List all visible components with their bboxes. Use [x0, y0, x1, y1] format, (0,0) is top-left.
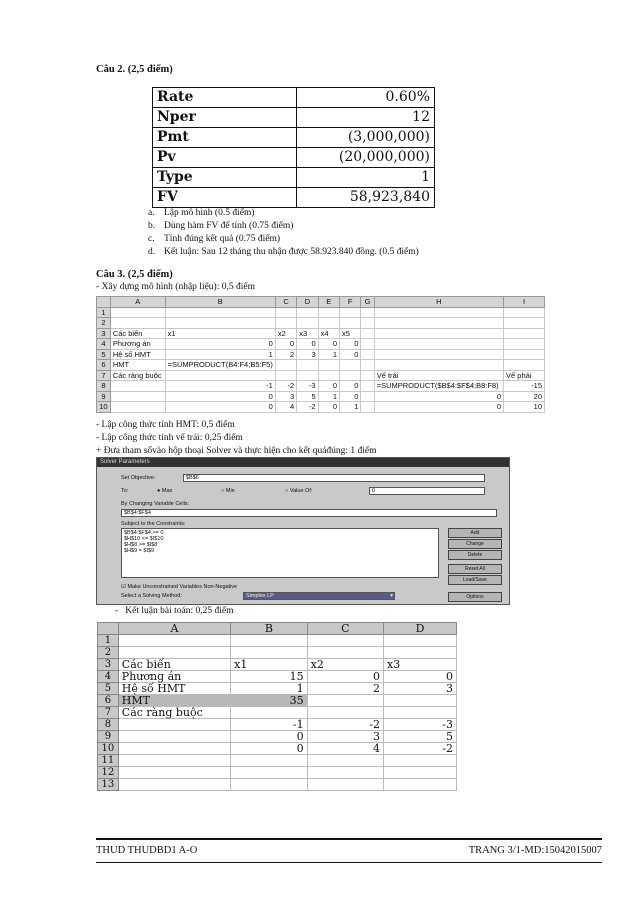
sheet-cell[interactable]: -2: [383, 743, 456, 755]
param-value: (20,000,000): [297, 148, 435, 168]
sheet-cell[interactable]: [118, 743, 230, 755]
row-number[interactable]: 4: [97, 339, 111, 350]
sheet-cell[interactable]: [361, 360, 374, 371]
param-label: Pmt: [153, 128, 297, 148]
sheet-cell[interactable]: [361, 381, 374, 392]
param-row: [153, 88, 435, 108]
sheet-cell[interactable]: [231, 755, 307, 767]
sheet-cell[interactable]: 0: [307, 671, 383, 683]
changing-cells-label: By Changing Variable Cells:: [121, 501, 190, 507]
sheet-cell[interactable]: 0: [231, 731, 307, 743]
column-header[interactable]: A: [118, 623, 230, 635]
column-header[interactable]: I: [504, 297, 545, 308]
solving-method-select[interactable]: Simplex LP ▾: [243, 592, 395, 600]
param-value: 0.60%: [297, 88, 435, 108]
column-header[interactable]: [98, 623, 119, 635]
sheet-row: [98, 647, 457, 659]
sheet-cell[interactable]: [340, 318, 361, 329]
sheet-row: [97, 339, 545, 350]
objective-field[interactable]: $B$6: [183, 474, 485, 482]
row-number[interactable]: 5: [97, 349, 111, 360]
sheet-cell[interactable]: x5: [340, 328, 361, 339]
row-number[interactable]: 9: [98, 731, 119, 743]
row-number[interactable]: 5: [98, 683, 119, 695]
sheet-cell[interactable]: 1: [318, 391, 339, 402]
footer-right: TRANG 3/1-MD:15042015007: [468, 845, 602, 856]
sheet-cell[interactable]: [340, 370, 361, 381]
financial-parameters-table: [152, 87, 435, 208]
footer-rule-top: [96, 838, 602, 840]
criteria-item: d. Kết luận: Sau 12 tháng thu nhận được 58.923.840 đồng. (0.5 điểm): [148, 247, 419, 257]
param-value: (3,000,000): [297, 128, 435, 148]
sheet-cell[interactable]: Hệ số HMT: [118, 683, 230, 695]
instruction-hmt: - Lập công thức tính HMT: 0,5 điểm: [96, 420, 235, 430]
spreadsheet-result: [97, 622, 457, 791]
sheet-cell[interactable]: [361, 370, 374, 381]
sheet-cell[interactable]: [110, 307, 165, 318]
sheet-cell[interactable]: 0: [340, 339, 361, 350]
sheet-cell[interactable]: [504, 349, 545, 360]
sheet-cell[interactable]: -3: [383, 719, 456, 731]
sheet-cell[interactable]: Các biến: [110, 328, 165, 339]
criteria-item: c. Tính đúng kết quả (0.75 điểm): [148, 234, 281, 244]
sheet-row: [98, 779, 457, 791]
sheet-row: [98, 671, 457, 683]
sheet-cell[interactable]: [374, 307, 503, 318]
column-header[interactable]: D: [383, 623, 456, 635]
sheet-cell[interactable]: x2: [275, 328, 296, 339]
param-value: 58,923,840: [297, 188, 435, 208]
sheet-row: [97, 402, 545, 413]
sheet-cell[interactable]: [361, 307, 374, 318]
row-number[interactable]: 4: [98, 671, 119, 683]
sheet-cell[interactable]: =SUMPRODUCT(B4:F4;B5:F5): [165, 360, 275, 371]
sheet-cell[interactable]: 5: [297, 391, 318, 402]
sheet-cell[interactable]: 3: [297, 349, 318, 360]
row-number[interactable]: 7: [98, 707, 119, 719]
row-number[interactable]: 8: [97, 381, 111, 392]
sheet-cell[interactable]: 0: [340, 381, 361, 392]
column-header[interactable]: [97, 297, 111, 308]
sheet-cell[interactable]: [275, 370, 296, 381]
sheet-cell[interactable]: [231, 707, 307, 719]
instruction-model: - Xây dựng mô hình (nhập liệu): 0,5 điểm: [96, 282, 255, 292]
solver-parameters-dialog: [96, 457, 510, 605]
sheet-cell[interactable]: [361, 402, 374, 413]
sheet-cell[interactable]: [361, 318, 374, 329]
sheet-cell[interactable]: [118, 731, 230, 743]
sheet-cell[interactable]: 1: [165, 349, 275, 360]
row-number[interactable]: 1: [97, 307, 111, 318]
sheet-cell[interactable]: [165, 318, 275, 329]
sheet-cell[interactable]: [118, 779, 230, 791]
row-number[interactable]: 10: [97, 402, 111, 413]
sheet-cell[interactable]: [383, 767, 456, 779]
sheet-cell[interactable]: [504, 339, 545, 350]
sheet-cell[interactable]: 3: [307, 731, 383, 743]
sheet-cell[interactable]: Các biến: [118, 659, 230, 671]
sheet-cell[interactable]: [297, 318, 318, 329]
sheet-cell[interactable]: 0: [340, 391, 361, 402]
sheet-cell[interactable]: 0: [165, 391, 275, 402]
instruction-solver: + Đưa tham sốvào hộp thoại Solver và thực hiện cho kết quảđúng: 1 điểm: [96, 446, 377, 456]
row-number[interactable]: 6: [97, 360, 111, 371]
chevron-down-icon: ▾: [390, 593, 393, 599]
row-number[interactable]: 9: [97, 391, 111, 402]
param-label: Type: [153, 168, 297, 188]
question-2-title: Câu 2. (2,5 điểm): [96, 64, 173, 75]
sheet-cell[interactable]: x3: [383, 659, 456, 671]
sheet-cell[interactable]: HMT: [110, 360, 165, 371]
add-button[interactable]: Add: [448, 528, 502, 538]
row-number[interactable]: 8: [98, 719, 119, 731]
sheet-cell[interactable]: [318, 318, 339, 329]
sheet-cell[interactable]: 4: [307, 743, 383, 755]
row-number[interactable]: 13: [98, 779, 119, 791]
sheet-cell[interactable]: [297, 307, 318, 318]
load-save-button[interactable]: Load/Save: [448, 575, 502, 585]
sheet-cell[interactable]: [361, 339, 374, 350]
sheet-cell[interactable]: [374, 339, 503, 350]
grading-criteria-list: [148, 207, 419, 259]
sheet-cell[interactable]: -2: [275, 381, 296, 392]
param-value: 12: [297, 108, 435, 128]
sheet-cell[interactable]: [165, 370, 275, 381]
row-number[interactable]: 3: [98, 659, 119, 671]
sheet-cell[interactable]: [118, 635, 230, 647]
sheet-cell[interactable]: [275, 318, 296, 329]
sheet-row: [98, 659, 457, 671]
sheet-cell[interactable]: [231, 635, 307, 647]
sheet-cell[interactable]: [118, 755, 230, 767]
sheet-row: [97, 307, 545, 318]
sheet-cell[interactable]: HMT: [118, 695, 230, 707]
value-of-field[interactable]: 0: [369, 487, 485, 495]
non-negative-checkbox[interactable]: ☑ Make Unconstrained Variables Non-Negative: [121, 584, 238, 590]
sheet-row: [97, 328, 545, 339]
sheet-cell[interactable]: 2: [275, 349, 296, 360]
row-number[interactable]: 3: [97, 328, 111, 339]
sheet-cell[interactable]: [504, 360, 545, 371]
param-label: Pv: [153, 148, 297, 168]
sheet-cell[interactable]: [307, 767, 383, 779]
criteria-item: a. Lập mô hình (0.5 điểm): [148, 208, 255, 218]
sheet-cell[interactable]: [110, 402, 165, 413]
sheet-row: [98, 743, 457, 755]
change-button[interactable]: Change: [448, 539, 502, 549]
radio-max[interactable]: ● Max: [157, 488, 173, 494]
sheet-cell[interactable]: Hệ số HMT: [110, 349, 165, 360]
column-header[interactable]: H: [374, 297, 503, 308]
sheet-cell[interactable]: 1: [340, 402, 361, 413]
sheet-row: [98, 731, 457, 743]
param-value: 1: [297, 168, 435, 188]
footer-left: THUD THUDBD1 A-O: [96, 845, 198, 856]
sheet-cell[interactable]: 0: [374, 391, 503, 402]
column-header[interactable]: B: [165, 297, 275, 308]
sheet-cell[interactable]: -2: [297, 402, 318, 413]
sheet-cell[interactable]: [504, 328, 545, 339]
sheet-cell[interactable]: 10: [504, 402, 545, 413]
spreadsheet-input-model: [96, 296, 545, 413]
sheet-cell[interactable]: 5: [383, 731, 456, 743]
sheet-cell[interactable]: [318, 370, 339, 381]
row-number[interactable]: 10: [98, 743, 119, 755]
sheet-cell[interactable]: -1: [165, 381, 275, 392]
set-objective-label: Set Objective:: [121, 475, 156, 481]
sheet-cell[interactable]: [231, 779, 307, 791]
sheet-cell[interactable]: [374, 360, 503, 371]
changing-cells-field[interactable]: $B$4:$F$4: [121, 509, 497, 517]
sheet-cell[interactable]: -1: [231, 719, 307, 731]
sheet-row: [98, 755, 457, 767]
sheet-cell[interactable]: [297, 360, 318, 371]
sheet-cell[interactable]: -3: [297, 381, 318, 392]
sheet-cell[interactable]: [110, 381, 165, 392]
sheet-cell[interactable]: 0: [231, 743, 307, 755]
sheet-cell[interactable]: 4: [275, 402, 296, 413]
sheet-cell[interactable]: [118, 719, 230, 731]
sheet-cell[interactable]: 0: [318, 381, 339, 392]
sheet-cell[interactable]: 0: [340, 349, 361, 360]
row-number[interactable]: 1: [98, 635, 119, 647]
sheet-cell[interactable]: -2: [307, 719, 383, 731]
constraint-item[interactable]: $B$4:$F$4 >= 0: [124, 530, 164, 536]
sheet-cell[interactable]: [231, 767, 307, 779]
sheet-cell[interactable]: [165, 307, 275, 318]
param-label: FV: [153, 188, 297, 208]
options-button[interactable]: Options: [448, 592, 502, 602]
sheet-row: [98, 767, 457, 779]
sheet-cell[interactable]: 20: [504, 391, 545, 402]
column-header[interactable]: F: [340, 297, 361, 308]
sheet-cell[interactable]: [318, 307, 339, 318]
sheet-cell[interactable]: [361, 349, 374, 360]
column-header[interactable]: B: [231, 623, 307, 635]
sheet-cell[interactable]: [110, 318, 165, 329]
dialog-title-bar: Solver Parameters: [97, 458, 509, 467]
sheet-cell[interactable]: x1: [165, 328, 275, 339]
sheet-cell[interactable]: 3: [383, 683, 456, 695]
sheet-row: [98, 695, 457, 707]
sheet-cell[interactable]: [307, 635, 383, 647]
constraints-label: Subject to the Constraints:: [121, 521, 186, 527]
sheet-cell[interactable]: [504, 318, 545, 329]
delete-button[interactable]: Delete: [448, 550, 502, 560]
constraint-item[interactable]: $H$8 >= $I$8: [124, 542, 158, 548]
sheet-cell[interactable]: =SUMPRODUCT($B$4:$F$4;B8:F8): [374, 381, 503, 392]
row-number[interactable]: 2: [97, 318, 111, 329]
sheet-cell[interactable]: [374, 328, 503, 339]
sheet-cell[interactable]: 0: [318, 339, 339, 350]
sheet-cell[interactable]: [340, 360, 361, 371]
param-row: [153, 188, 435, 208]
sheet-cell[interactable]: [110, 391, 165, 402]
sheet-cell[interactable]: Vế trái: [374, 370, 503, 381]
sheet-cell[interactable]: Phương án: [110, 339, 165, 350]
row-number[interactable]: 12: [98, 767, 119, 779]
sheet-cell[interactable]: [383, 647, 456, 659]
sheet-cell[interactable]: 2: [307, 683, 383, 695]
column-header[interactable]: A: [110, 297, 165, 308]
sheet-row: [98, 635, 457, 647]
sheet-cell[interactable]: [275, 360, 296, 371]
sheet-cell[interactable]: x2: [307, 659, 383, 671]
sheet-cell[interactable]: [374, 318, 503, 329]
sheet-cell[interactable]: [275, 307, 296, 318]
sheet-cell[interactable]: [504, 307, 545, 318]
column-header-row: [97, 297, 545, 308]
column-header[interactable]: E: [318, 297, 339, 308]
sheet-cell[interactable]: -15: [504, 381, 545, 392]
param-row: [153, 168, 435, 188]
sheet-cell[interactable]: [318, 360, 339, 371]
sheet-cell[interactable]: [383, 635, 456, 647]
param-row: [153, 148, 435, 168]
solving-method-label: Select a Solving Method:: [121, 593, 182, 599]
sheet-row: [97, 370, 545, 381]
sheet-row: [98, 707, 457, 719]
sheet-cell[interactable]: 0: [165, 339, 275, 350]
sheet-cell[interactable]: x1: [231, 659, 307, 671]
to-label: To:: [121, 488, 129, 494]
sheet-cell[interactable]: [297, 370, 318, 381]
sheet-cell[interactable]: [361, 328, 374, 339]
param-label: Rate: [153, 88, 297, 108]
sheet-cell[interactable]: [374, 349, 503, 360]
sheet-cell[interactable]: x3: [297, 328, 318, 339]
criteria-item: b. Dùng hàm FV để tính (0.75 điểm): [148, 221, 294, 231]
sheet-cell[interactable]: 0: [318, 402, 339, 413]
param-label: Nper: [153, 108, 297, 128]
row-number[interactable]: 11: [98, 755, 119, 767]
footer-rule-bottom: [96, 862, 602, 863]
radio-min[interactable]: ○ Min: [221, 488, 235, 494]
sheet-cell[interactable]: [383, 695, 456, 707]
sheet-cell[interactable]: Các ràng buộc: [118, 707, 230, 719]
conclusion-instruction: - Kết luận bài toán: 0,25 điểm: [115, 606, 234, 616]
radio-value-of[interactable]: ○ Value Of:: [285, 488, 313, 494]
column-header[interactable]: G: [361, 297, 374, 308]
column-header[interactable]: C: [275, 297, 296, 308]
footer: [96, 845, 602, 856]
sheet-cell[interactable]: 0: [383, 671, 456, 683]
constraints-list[interactable]: [121, 528, 439, 578]
constraint-item[interactable]: $H$9 = $I$9: [124, 548, 155, 554]
row-number[interactable]: 7: [97, 370, 111, 381]
sheet-cell[interactable]: [361, 391, 374, 402]
sheet-cell[interactable]: [340, 307, 361, 318]
sheet-row: [97, 349, 545, 360]
sheet-cell[interactable]: 3: [275, 391, 296, 402]
sheet-cell[interactable]: [118, 647, 230, 659]
sheet-cell[interactable]: [307, 779, 383, 791]
reset-all-button[interactable]: Reset All: [448, 564, 502, 574]
sheet-cell[interactable]: 0: [297, 339, 318, 350]
sheet-cell[interactable]: 0: [165, 402, 275, 413]
question-3-title: Câu 3. (2,5 điểm): [96, 269, 173, 280]
column-header[interactable]: D: [297, 297, 318, 308]
sheet-cell[interactable]: 0: [374, 402, 503, 413]
row-number[interactable]: 6: [98, 695, 119, 707]
column-header-row: [98, 623, 457, 635]
sheet-cell[interactable]: 35: [231, 695, 307, 707]
constraint-item[interactable]: $H$10 <= $I$10: [124, 536, 164, 542]
param-row: [153, 128, 435, 148]
sheet-cell[interactable]: [231, 647, 307, 659]
sheet-cell[interactable]: [307, 695, 383, 707]
instruction-left-side: - Lập công thức tính vế trái: 0,25 điểm: [96, 433, 243, 443]
column-header[interactable]: C: [307, 623, 383, 635]
sheet-row: [97, 381, 545, 392]
sheet-cell[interactable]: [307, 647, 383, 659]
sheet-row: [98, 719, 457, 731]
sheet-cell[interactable]: Vế phải: [504, 370, 545, 381]
sheet-cell[interactable]: [383, 707, 456, 719]
sheet-cell[interactable]: [383, 755, 456, 767]
sheet-row: [97, 391, 545, 402]
sheet-cell[interactable]: [383, 779, 456, 791]
sheet-cell[interactable]: Phương án: [118, 671, 230, 683]
sheet-row: [97, 360, 545, 371]
sheet-cell[interactable]: 1: [318, 349, 339, 360]
sheet-cell[interactable]: 15: [231, 671, 307, 683]
sheet-cell[interactable]: 1: [231, 683, 307, 695]
sheet-cell[interactable]: [307, 707, 383, 719]
sheet-row: [98, 683, 457, 695]
sheet-cell[interactable]: Các ràng buộc: [110, 370, 165, 381]
sheet-cell[interactable]: 0: [275, 339, 296, 350]
sheet-row: [97, 318, 545, 329]
param-row: [153, 108, 435, 128]
sheet-cell[interactable]: [118, 767, 230, 779]
row-number[interactable]: 2: [98, 647, 119, 659]
sheet-cell[interactable]: [307, 755, 383, 767]
sheet-cell[interactable]: x4: [318, 328, 339, 339]
